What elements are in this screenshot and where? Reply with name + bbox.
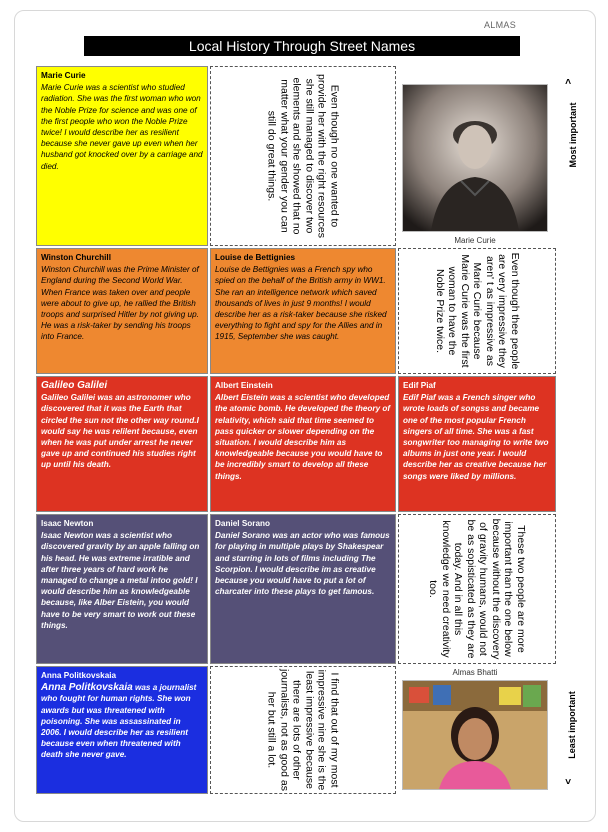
- card-name: Isaac Newton: [41, 519, 94, 528]
- reason-box-row1: [210, 66, 396, 246]
- card-description: Daniel Sorano was an actor who was famous for playing in multiple plays by Shakespear and starring in lots of films including The Scorpion. I would describe im as creative because you would have to put a lot of charcater into these plays to get famous.: [215, 531, 390, 597]
- card-description: Galileo Galilei was an astronomer who discovered that it was the Earth that circled the sun not the other way round.I would say he was relilent because, even when he was put under arrest he never gave up and continued his studies right up until his death.: [41, 393, 199, 470]
- card-description: Albert Eistein was a scientist who developed the atomic bomb. He developed the theory of relativity, which said that time seemed to pass quicker or slower depending on the situation. I would describe him as knowledgeable because you would have to be incredibly smart to develop all these things.: [215, 393, 391, 481]
- card-description-wrap: [41, 682, 203, 760]
- card-name: Anna Politkovskaia: [41, 671, 117, 680]
- card-edif-piaf: [398, 376, 556, 512]
- card-albert-einstein: [210, 376, 396, 512]
- reason-box-row2: [398, 248, 556, 374]
- chevron-up-icon: >: [563, 78, 575, 85]
- card-anna-politkovskaia: [36, 666, 208, 794]
- card-name: Galileo Galilei: [41, 380, 108, 391]
- card-description: was a journalist who fought for human rights. She won awards but was threatened with poisoning. She was assassinated in 2006. I would describe her as resilient because even when threatened with death she never gave.: [41, 683, 197, 760]
- reason-text: I find that out of my most impressive nine she is the least impressive because there are lots of other journalists, not as good as her but still a lot.: [266, 669, 341, 791]
- card-name: Louise de Bettignies: [215, 253, 296, 262]
- chevron-down-icon: <: [563, 778, 575, 785]
- card-description: Marie Curie was a scientist who studied radiation. She was the first woman who won the Noble Prize for science and was one of the first people who won the Noble Prize twice! I would describe her as resilient because she never gave up even when her husband got knocked over by a carriage and died.: [41, 83, 203, 171]
- card-winston-churchill: [36, 248, 208, 374]
- card-marie-curie: [36, 66, 208, 246]
- card-galileo-galilei: [36, 376, 208, 512]
- card-daniel-sorano: [210, 514, 396, 664]
- page-title: Local History Through Street Names: [84, 36, 520, 56]
- card-description: Louise de Bettignies was a French spy who spied on the behalf of the British army in WW1. She ran an intelligence network which saved thousands of lives in just 9 months! I would describe her as a risk-taker because she risked everything to fight and spy for the Allies and in 1915, September she was caught.: [215, 265, 387, 342]
- reason-text: Even though no one wanted to provide her with the right resources she still managed to discover two elements and she showed that no matter what your gender you can still do great things.: [266, 74, 341, 238]
- most-important-label: Most important: [568, 102, 578, 168]
- reason-box-row5: [210, 666, 396, 794]
- card-name: Marie Curie: [41, 71, 86, 80]
- reason-box-row4: [398, 514, 556, 664]
- student-image: [403, 681, 547, 789]
- author-name: ALMAS: [484, 20, 517, 30]
- card-louise-de-bettignies: [210, 248, 396, 374]
- reason-text: These two people are more important than the one below because without the discovery of gravity humans, would not be as sopisticated as they are today. And in all this knowledge we need creativity too.: [427, 518, 527, 660]
- card-name: Winston Churchill: [41, 253, 111, 262]
- card-description: Winston Churchill was the Prime Minister of England during the Second World War. When France was taken over and people were about to give up, he rallied the British troops and surprised Hitler by not giving up. He was a risk-taker by sending his troops into France.: [41, 265, 199, 342]
- card-isaac-newton: [36, 514, 208, 664]
- card-description: Isaac Newton was a scientist who discovered gravity by an apple falling on his head. He was extreme irratible and after three years of hard work he managed to change a metal intoo gold! I would describe him as knowledgeable because, like Alber Eistein, you would have to be very smart to work out these things.: [41, 531, 200, 630]
- portrait-image: [403, 85, 547, 231]
- photo-caption-bottom: Almas Bhatti: [452, 668, 498, 677]
- card-name: Albert Einstein: [215, 381, 273, 390]
- card-subname: Anna Politkovskaia: [41, 682, 133, 694]
- least-important-label: Least important: [567, 691, 577, 759]
- card-name: Daniel Sorano: [215, 519, 271, 528]
- card-description: Edif Piaf was a French singer who wrote loads of songss and became one of the most popular French singers of all time. She was a fast songwriter too managing to write two albums in just one year. I would describe her as creative because her songs were liked by millions.: [403, 393, 549, 481]
- marie-curie-photo: [402, 84, 548, 232]
- photo-caption-top: Marie Curie: [454, 236, 496, 245]
- card-name: Edif Piaf: [403, 381, 436, 390]
- almas-bhatti-photo: [402, 680, 548, 790]
- reason-text: Even though thee people are very impressive they aren' t as impressive as Marie Curie because Marie Curie was the first woman to have the Noble Prize twice.: [433, 252, 521, 370]
